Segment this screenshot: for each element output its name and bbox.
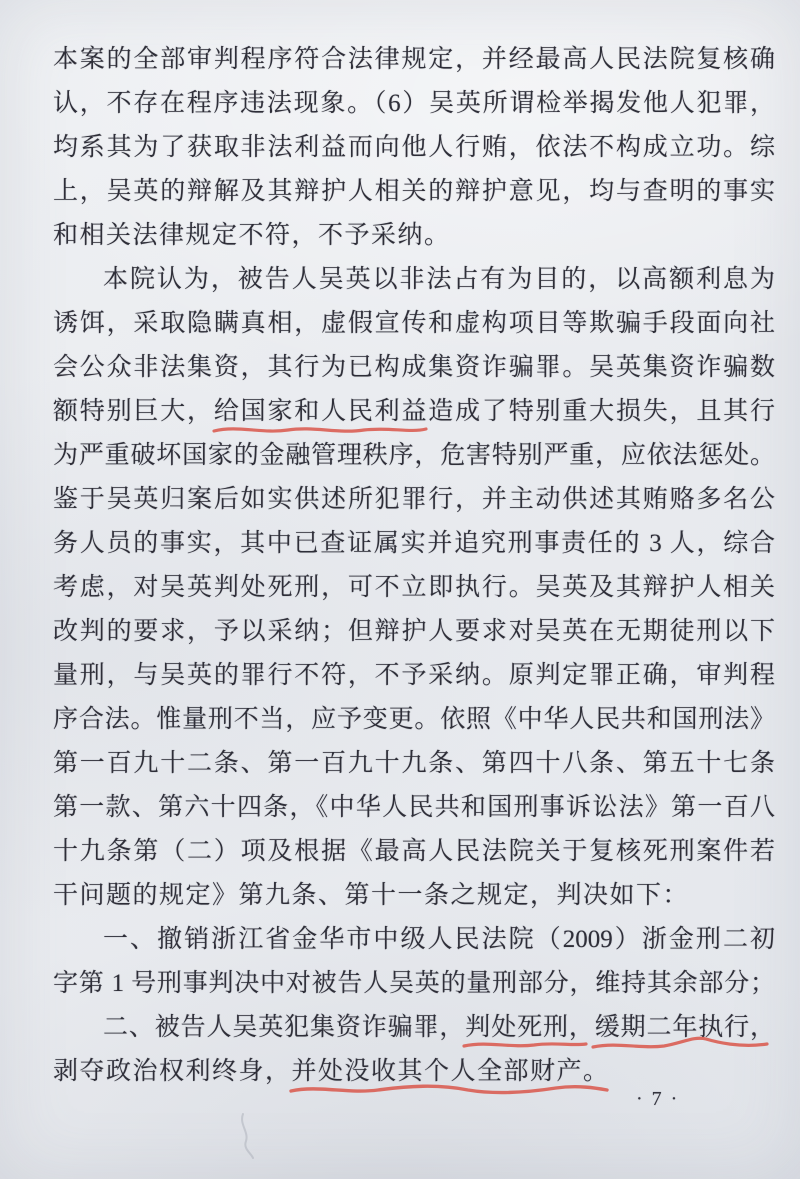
text-line: 第一百九十二条、第一百九十九条、第四十八条、第五十七条 xyxy=(53,750,775,777)
text-line: 量刑，与吴英的罪行不符，不予采纳。原判定罪正确，审判程 xyxy=(53,662,775,689)
text-line: 务人员的事实，其中已查证属实并追究刑事责任的 3 人，综合 xyxy=(53,530,775,557)
text-line: 诱饵，采取隐瞒真相，虚假宣传和虚构项目等欺骗手段面向社 xyxy=(53,310,775,337)
document-text xyxy=(53,38,775,1094)
text-line: 为严重破坏国家的金融管理秩序，危害特别严重，应依法惩处。 xyxy=(53,442,775,469)
text-line: 会公众非法集资，其行为已构成集资诈骗罪。吴英集资诈骗数 xyxy=(53,354,775,381)
text-line: 第一款、第六十四条，《中华人民共和国刑事诉讼法》第一百八 xyxy=(53,794,775,821)
text-line: 本案的全部审判程序符合法律规定，并经最高人民法院复核确 xyxy=(53,46,775,73)
text-line: 本院认为，被告人吴英以非法占有为目的，以高额利息为 xyxy=(103,266,775,293)
text-line: 认，不存在程序违法现象。（6）吴英所谓检举揭发他人犯罪， xyxy=(53,90,775,117)
paper-crease xyxy=(242,1114,253,1158)
text-line: 改判的要求，予以采纳；但辩护人要求对吴英在无期徒刑以下 xyxy=(53,618,775,645)
text-line: 干问题的规定》第九条、第十一条之规定，判决如下： xyxy=(53,882,690,909)
text-line: 上，吴英的辩解及其辩护人相关的辩护意见，均与查明的事实 xyxy=(53,178,775,205)
text-line: 额特别巨大，给国家和人民利益造成了特别重大损失，且其行 xyxy=(53,398,775,425)
text-line: 序合法。惟量刑不当，应予变更。依照《中华人民共和国刑法》 xyxy=(53,706,775,733)
text-line: 和相关法律规定不符，不予采纳。 xyxy=(53,222,451,249)
text-line: 均系其为了获取非法利益而向他人行贿，依法不构成立功。综 xyxy=(53,134,775,161)
text-line: 一、撤销浙江省金华市中级人民法院（2009）浙金刑二初 xyxy=(103,926,775,953)
text-line: 考虑，对吴英判处死刑，可不立即执行。吴英及其辩护人相关 xyxy=(53,574,775,601)
text-line: 鉴于吴英归案后如实供述所犯罪行，并主动供述其贿赂多名公 xyxy=(53,486,775,513)
text-line: 字第 1 号刑事判决中对被告人吴英的量刑部分，维持其余部分； xyxy=(53,970,775,997)
text-line: 十九条第（二）项及根据《最高人民法院关于复核死刑案件若 xyxy=(53,838,775,865)
page-number: · 7 · xyxy=(636,1088,680,1110)
text-line: 二、被告人吴英犯集资诈骗罪，判处死刑，缓期二年执行， xyxy=(103,1014,775,1041)
text-line: 剥夺政治权利终身，并处没收其个人全部财产。 xyxy=(53,1058,610,1085)
